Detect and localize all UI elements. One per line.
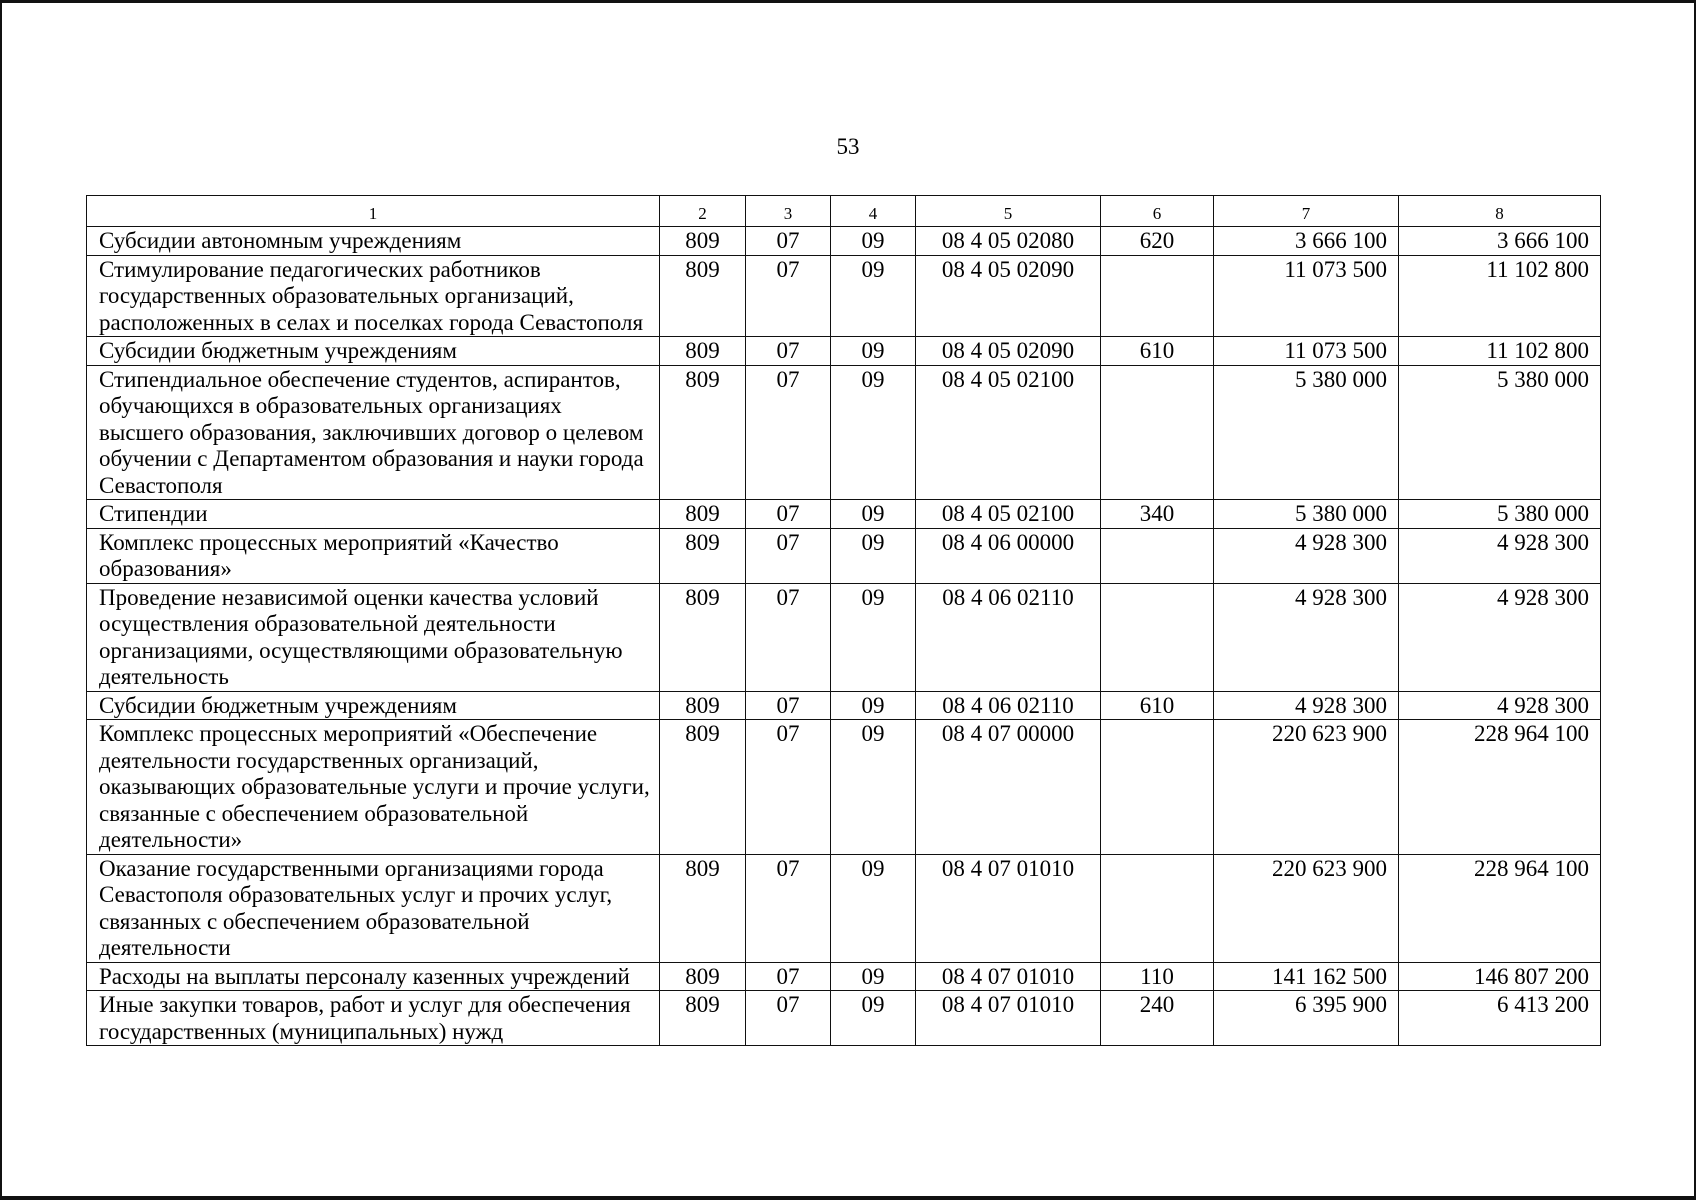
row-section-cell: 07	[746, 365, 831, 500]
row-amount-1-cell: 3 666 100	[1214, 227, 1399, 256]
row-code-cell: 809	[660, 227, 746, 256]
row-amount-2-cell: 4 928 300	[1399, 691, 1601, 720]
header-col-4: 4	[831, 196, 916, 227]
header-col-6: 6	[1101, 196, 1214, 227]
row-target-article-cell: 08 4 07 00000	[916, 720, 1101, 855]
row-name-cell: Субсидии автономным учреждениям	[87, 227, 660, 256]
row-section-cell: 07	[746, 691, 831, 720]
row-expense-type-cell	[1101, 583, 1214, 691]
row-target-article-cell: 08 4 07 01010	[916, 991, 1101, 1046]
row-expense-type-cell: 620	[1101, 227, 1214, 256]
row-code-cell: 809	[660, 991, 746, 1046]
row-section-cell: 07	[746, 991, 831, 1046]
row-amount-1-cell: 4 928 300	[1214, 691, 1399, 720]
table-header	[87, 196, 1601, 227]
row-section-cell: 07	[746, 337, 831, 366]
header-row	[87, 196, 1601, 227]
table-row	[87, 528, 1601, 583]
row-code-cell: 809	[660, 854, 746, 962]
row-amount-1-cell: 11 073 500	[1214, 255, 1399, 337]
row-amount-1-cell: 5 380 000	[1214, 365, 1399, 500]
table-row	[87, 854, 1601, 962]
row-target-article-cell: 08 4 05 02100	[916, 500, 1101, 529]
row-amount-2-cell: 11 102 800	[1399, 255, 1601, 337]
row-amount-1-cell: 11 073 500	[1214, 337, 1399, 366]
row-expense-type-cell	[1101, 854, 1214, 962]
row-target-article-cell: 08 4 05 02080	[916, 227, 1101, 256]
row-subsection-cell: 09	[831, 337, 916, 366]
header-col-2: 2	[660, 196, 746, 227]
header-col-3: 3	[746, 196, 831, 227]
row-expense-type-cell	[1101, 720, 1214, 855]
header-col-1: 1	[87, 196, 660, 227]
row-amount-2-cell: 5 380 000	[1399, 500, 1601, 529]
table-row	[87, 337, 1601, 366]
row-amount-1-cell: 220 623 900	[1214, 854, 1399, 962]
row-target-article-cell: 08 4 06 00000	[916, 528, 1101, 583]
row-target-article-cell: 08 4 07 01010	[916, 854, 1101, 962]
row-section-cell: 07	[746, 720, 831, 855]
row-name-cell: Стимулирование педагогических работников государственных образовательных организаций, расположенных в селах и поселках города Севастополя	[87, 255, 660, 337]
row-amount-1-cell: 220 623 900	[1214, 720, 1399, 855]
row-section-cell: 07	[746, 500, 831, 529]
table-row	[87, 227, 1601, 256]
row-name-cell: Стипендии	[87, 500, 660, 529]
row-section-cell: 07	[746, 962, 831, 991]
row-subsection-cell: 09	[831, 528, 916, 583]
row-amount-2-cell: 11 102 800	[1399, 337, 1601, 366]
row-expense-type-cell	[1101, 528, 1214, 583]
row-amount-2-cell: 228 964 100	[1399, 720, 1601, 855]
row-name-cell: Оказание государственными организациями города Севастополя образовательных услуг и прочих услуг, связанных с обеспечением образовательной деятельности	[87, 854, 660, 962]
row-code-cell: 809	[660, 583, 746, 691]
row-subsection-cell: 09	[831, 255, 916, 337]
row-code-cell: 809	[660, 528, 746, 583]
row-section-cell: 07	[746, 583, 831, 691]
row-name-cell: Расходы на выплаты персоналу казенных учреждений	[87, 962, 660, 991]
row-amount-2-cell: 4 928 300	[1399, 583, 1601, 691]
budget-table	[86, 195, 1601, 1046]
row-section-cell: 07	[746, 227, 831, 256]
row-subsection-cell: 09	[831, 854, 916, 962]
table-row	[87, 720, 1601, 855]
row-expense-type-cell: 240	[1101, 991, 1214, 1046]
row-subsection-cell: 09	[831, 365, 916, 500]
row-name-cell: Иные закупки товаров, работ и услуг для обеспечения государственных (муниципальных) нужд	[87, 991, 660, 1046]
row-subsection-cell: 09	[831, 583, 916, 691]
row-expense-type-cell: 610	[1101, 691, 1214, 720]
table-row	[87, 365, 1601, 500]
row-code-cell: 809	[660, 720, 746, 855]
row-expense-type-cell	[1101, 255, 1214, 337]
row-code-cell: 809	[660, 691, 746, 720]
row-section-cell: 07	[746, 255, 831, 337]
row-amount-2-cell: 5 380 000	[1399, 365, 1601, 500]
table-row	[87, 500, 1601, 529]
row-subsection-cell: 09	[831, 962, 916, 991]
table-row	[87, 255, 1601, 337]
row-amount-1-cell: 5 380 000	[1214, 500, 1399, 529]
row-subsection-cell: 09	[831, 500, 916, 529]
row-target-article-cell: 08 4 07 01010	[916, 962, 1101, 991]
row-name-cell: Проведение независимой оценки качества условий осуществления образовательной деятельности организациями, осуществляющими образовательную деятельность	[87, 583, 660, 691]
table-row	[87, 991, 1601, 1046]
row-subsection-cell: 09	[831, 991, 916, 1046]
row-code-cell: 809	[660, 365, 746, 500]
row-target-article-cell: 08 4 06 02110	[916, 583, 1101, 691]
row-amount-1-cell: 6 395 900	[1214, 991, 1399, 1046]
table-row	[87, 691, 1601, 720]
row-code-cell: 809	[660, 500, 746, 529]
row-code-cell: 809	[660, 255, 746, 337]
row-target-article-cell: 08 4 06 02110	[916, 691, 1101, 720]
row-subsection-cell: 09	[831, 227, 916, 256]
row-name-cell: Стипендиальное обеспечение студентов, аспирантов, обучающихся в образовательных организациях высшего образования, заключивших договор о целевом обучении с Департаментом образования и науки города Севастополя	[87, 365, 660, 500]
row-name-cell: Субсидии бюджетным учреждениям	[87, 691, 660, 720]
row-amount-1-cell: 4 928 300	[1214, 528, 1399, 583]
row-subsection-cell: 09	[831, 720, 916, 855]
row-expense-type-cell: 110	[1101, 962, 1214, 991]
row-subsection-cell: 09	[831, 691, 916, 720]
row-expense-type-cell: 340	[1101, 500, 1214, 529]
table-row	[87, 962, 1601, 991]
row-target-article-cell: 08 4 05 02100	[916, 365, 1101, 500]
table-body	[87, 227, 1601, 1046]
row-amount-1-cell: 141 162 500	[1214, 962, 1399, 991]
row-section-cell: 07	[746, 854, 831, 962]
row-code-cell: 809	[660, 337, 746, 366]
row-name-cell: Субсидии бюджетным учреждениям	[87, 337, 660, 366]
table-row	[87, 583, 1601, 691]
row-amount-2-cell: 146 807 200	[1399, 962, 1601, 991]
row-amount-2-cell: 4 928 300	[1399, 528, 1601, 583]
row-amount-2-cell: 6 413 200	[1399, 991, 1601, 1046]
header-col-7: 7	[1214, 196, 1399, 227]
row-code-cell: 809	[660, 962, 746, 991]
row-target-article-cell: 08 4 05 02090	[916, 255, 1101, 337]
row-amount-2-cell: 228 964 100	[1399, 854, 1601, 962]
row-expense-type-cell	[1101, 365, 1214, 500]
row-amount-2-cell: 3 666 100	[1399, 227, 1601, 256]
row-target-article-cell: 08 4 05 02090	[916, 337, 1101, 366]
page-number: 53	[836, 134, 860, 159]
row-name-cell: Комплекс процессных мероприятий «Обеспечение деятельности государственных организаций, оказывающих образовательные услуги и прочие услуги, связанные с обеспечением образовательной деятельности»	[87, 720, 660, 855]
row-section-cell: 07	[746, 528, 831, 583]
header-col-5: 5	[916, 196, 1101, 227]
row-name-cell: Комплекс процессных мероприятий «Качество образования»	[87, 528, 660, 583]
header-col-8: 8	[1399, 196, 1601, 227]
row-amount-1-cell: 4 928 300	[1214, 583, 1399, 691]
row-expense-type-cell: 610	[1101, 337, 1214, 366]
